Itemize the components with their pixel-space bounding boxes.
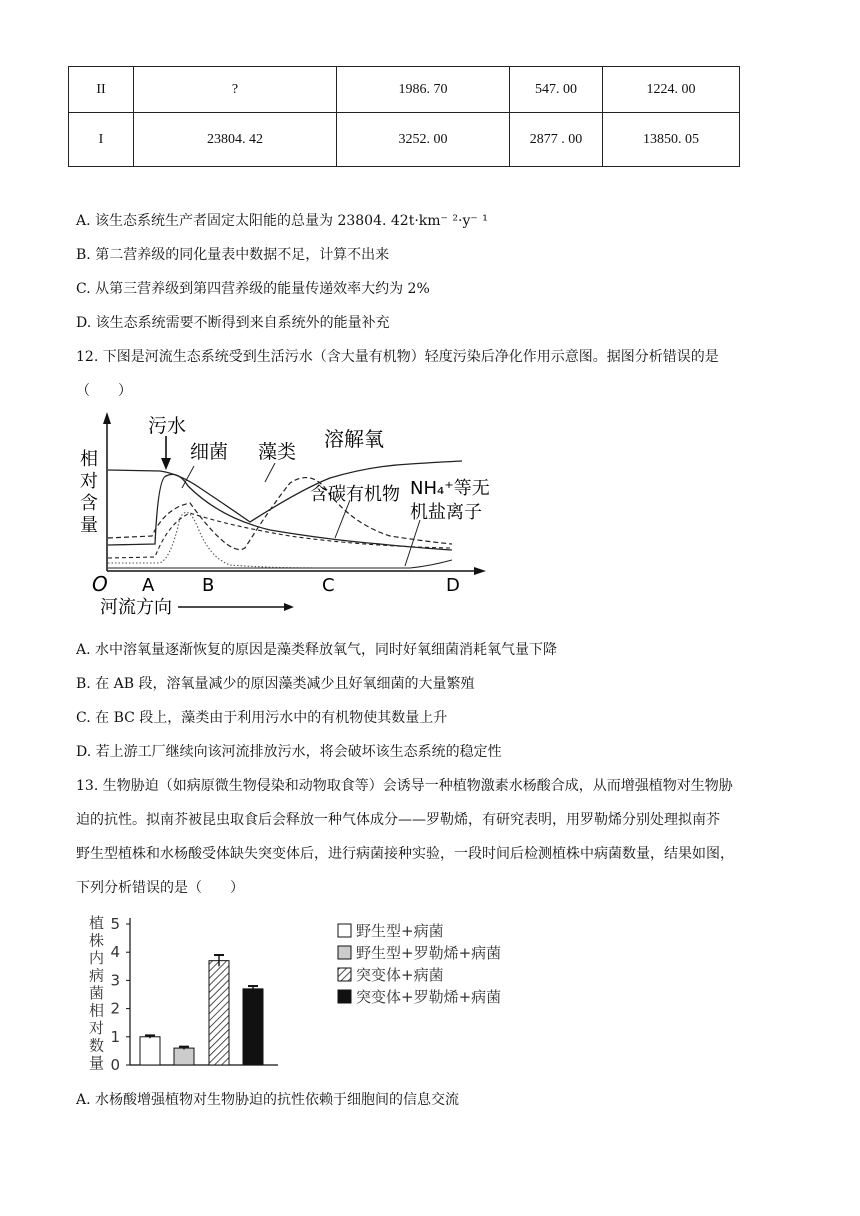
legend-swatch <box>338 990 351 1003</box>
point-c-label: C <box>322 575 335 596</box>
y-label-char: 对 <box>89 1019 105 1037</box>
table-cell: 1224. 00 <box>603 67 740 113</box>
y-label-char: 株 <box>89 931 105 950</box>
carbon-label: 含碳有机物 <box>310 484 400 505</box>
carbon-leader <box>335 500 350 538</box>
river-purification-diagram <box>70 408 490 618</box>
legend-swatch <box>338 968 351 981</box>
q11-option-a: A. 该生态系统生产者固定太阳能的总量为 23804. 42t·km⁻ ²·y⁻ ¹ <box>76 213 488 229</box>
y-label-char: 内 <box>89 949 105 967</box>
y-label-char: 病 <box>89 966 105 985</box>
carbon-organic-curve <box>108 474 452 550</box>
table-cell: I <box>69 113 134 167</box>
direction-label: 河流方向 <box>100 597 172 618</box>
table-cell: 1986. 70 <box>337 67 510 113</box>
bacteria-leader <box>182 466 194 488</box>
sewage-label: 污水 <box>148 415 187 437</box>
point-d-label: D <box>446 575 460 596</box>
legend-label: 突变体+罗勒烯+病菌 <box>356 988 502 1006</box>
y-axis-label <box>89 914 104 1072</box>
legend-swatch <box>338 946 351 959</box>
q12-stem: 12. 下图是河流生态系统受到生活污水（含大量有机物）轻度污染后净化作用示意图。据图分析错误的是 <box>76 349 719 365</box>
sewage-arrowhead <box>161 458 171 470</box>
bar <box>209 961 229 1065</box>
q11-option-c: C. 从第三营养级到第四营养级的能量传递效率大约为 2% <box>76 281 430 297</box>
q12-option-a: A. 水中溶氧量逐渐恢复的原因是藻类释放氧气，同时好氧细菌消耗氧气量下降 <box>76 642 558 658</box>
origin-label: O <box>92 572 108 596</box>
y-tick-label: 3 <box>110 971 120 990</box>
table-cell: 547. 00 <box>510 67 603 113</box>
y-label-char: 含 <box>80 493 98 514</box>
q13-option-a: A. 水杨酸增强植物对生物胁迫的抗性依赖于细胞间的信息交流 <box>76 1092 460 1108</box>
table-cell: II <box>69 67 134 113</box>
point-a-label: A <box>142 575 155 596</box>
y-tick-label: 2 <box>110 999 120 1018</box>
oxygen-curve <box>108 461 462 522</box>
y-tick-label: 4 <box>110 943 120 962</box>
algae-leader <box>265 463 275 482</box>
table-cell: 3252. 00 <box>337 113 510 167</box>
legend-label: 突变体+病菌 <box>356 966 444 984</box>
table-cell: 13850. 05 <box>603 113 740 167</box>
legend-label: 野生型+病菌 <box>356 922 444 940</box>
q13-stem-line: 野生型植株和水杨酸受体缺失突变体后，进行病菌接种实验，一段时间后检测植株中病菌数量，结果如图， <box>76 846 734 862</box>
table-cell: 2877 . 00 <box>510 113 603 167</box>
algae-label: 藻类 <box>258 441 297 463</box>
q13-stem-line: 下列分析错误的是（ ） <box>76 880 244 896</box>
y-label-char: 量 <box>89 1054 105 1072</box>
baseline-curve <box>108 560 452 568</box>
bacteria-label: 细菌 <box>190 441 229 463</box>
bar <box>140 1037 160 1065</box>
y-label-char: 对 <box>80 471 98 492</box>
energy-table <box>68 66 740 167</box>
point-b-label: B <box>202 575 215 596</box>
y-label-char: 数 <box>89 1036 105 1055</box>
algae-curve <box>108 478 452 550</box>
y-label-char: 相 <box>89 1001 105 1020</box>
nh4-label-2: 机盐离子 <box>410 502 482 523</box>
y-label-char: 植 <box>89 914 105 932</box>
legend-swatch <box>338 924 351 937</box>
y-ticks <box>110 915 130 1074</box>
x-axis-arrow <box>474 567 486 575</box>
y-label-char: 量 <box>80 515 98 536</box>
y-tick-label: 1 <box>110 1027 120 1046</box>
q12-paren: （ ） <box>76 383 132 399</box>
q13-stem-line: 迫的抗性。拟南芥被昆虫取食后会释放一种气体成分——罗勒烯，有研究表明，用罗勒烯分别处理拟南芥 <box>76 812 720 828</box>
legend <box>338 922 501 1006</box>
q11-option-d: D. 该生态系统需要不断得到来自系统外的能量补充 <box>76 315 390 331</box>
direction-arrowhead <box>284 603 294 611</box>
table-cell: ? <box>134 67 337 113</box>
nh4-leader <box>405 520 420 566</box>
y-axis-arrow <box>103 412 111 424</box>
q12-option-b: B. 在 AB 段，溶氧量减少的原因藻类减少且好氧细菌的大量繁殖 <box>76 676 475 692</box>
bacteria-curve <box>108 512 320 568</box>
table-cell: 23804. 42 <box>134 113 337 167</box>
q13-stem-line: 13. 生物胁迫（如病原微生物侵染和动物取食等）会诱导一种植物激素水杨酸合成，从而增强植物对生物胁 <box>76 778 733 794</box>
table-row <box>69 67 740 113</box>
y-tick-label: 0 <box>110 1056 120 1074</box>
bar <box>174 1048 194 1065</box>
y-label-char: 菌 <box>89 984 105 1002</box>
q12-option-d: D. 若上游工厂继续向该河流排放污水，将会破坏该生态系统的稳定性 <box>76 744 502 760</box>
nh4-label: NH₄⁺等无 <box>410 478 490 499</box>
bar <box>243 989 263 1065</box>
nh4-curve <box>108 513 450 558</box>
q11-option-b: B. 第二营养级的同化量表中数据不足，计算不出来 <box>76 247 390 263</box>
y-tick-label: 5 <box>110 915 120 933</box>
legend-label: 野生型+罗勒烯+病菌 <box>356 944 502 962</box>
oxygen-label: 溶解氧 <box>324 427 384 451</box>
table-row <box>69 113 740 167</box>
y-label-char: 相 <box>80 449 98 470</box>
bars <box>140 955 263 1065</box>
q12-option-c: C. 在 BC 段上，藻类由于利用污水中的有机物使其数量上升 <box>76 710 448 726</box>
pathogen-bar-chart <box>86 910 546 1080</box>
